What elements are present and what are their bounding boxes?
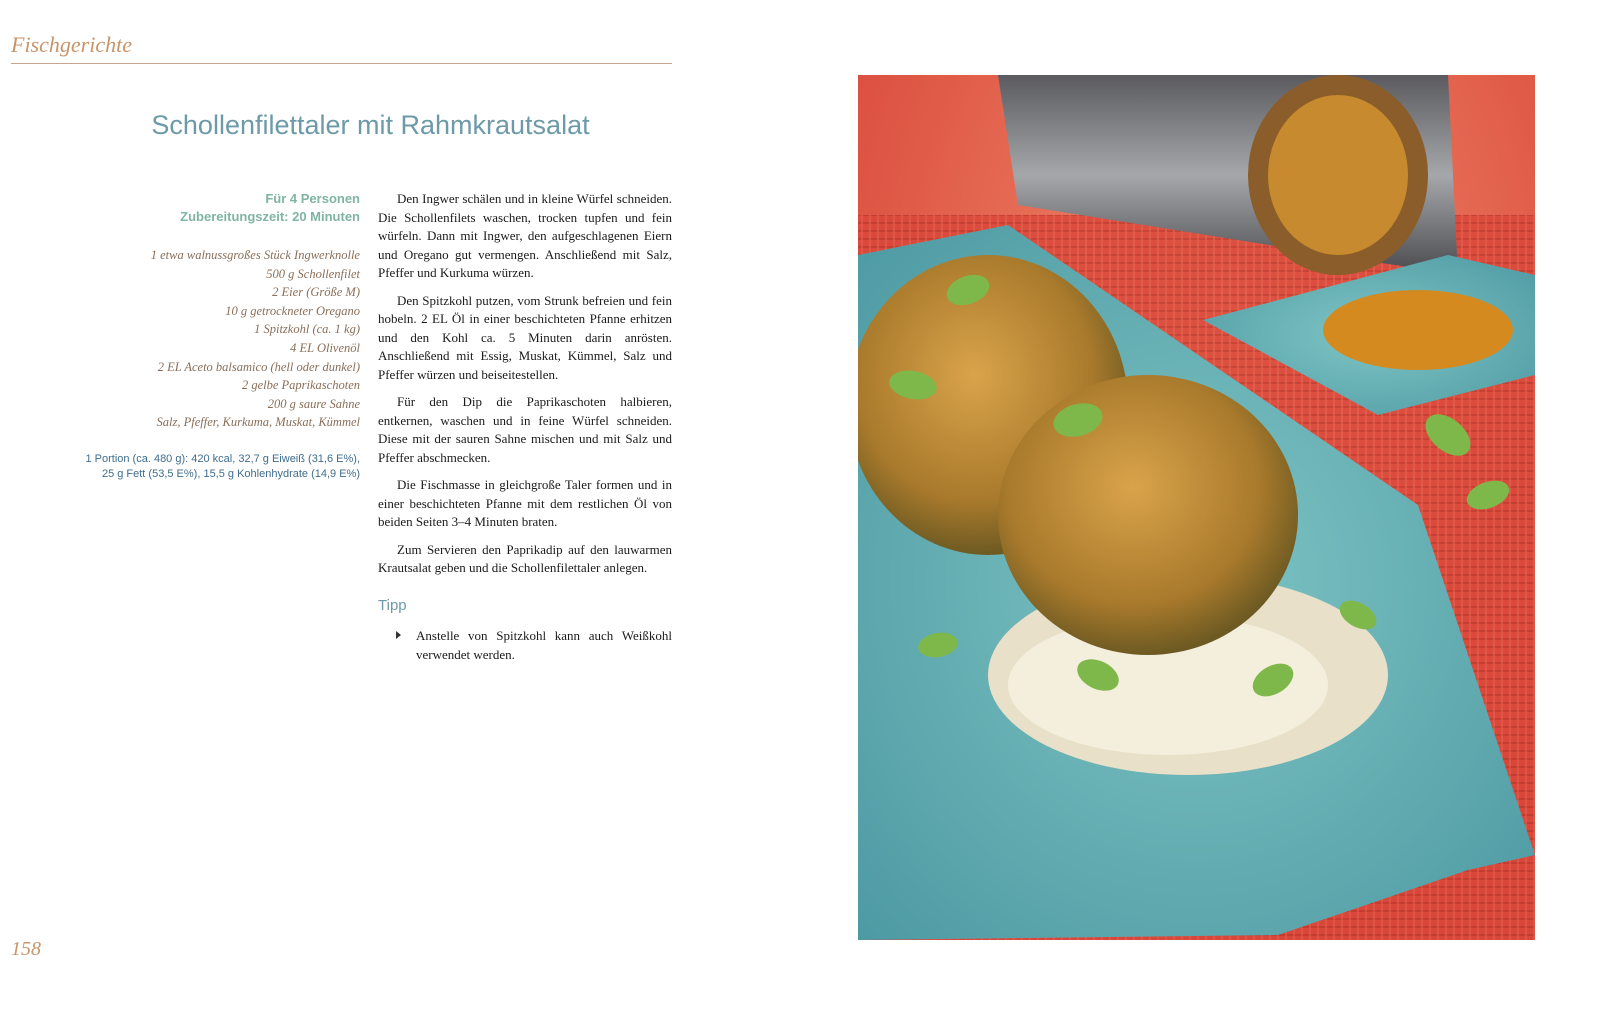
page-number: 158 <box>11 938 41 960</box>
ingredient-item: 500 g Schollenfilet <box>266 266 360 281</box>
tip-text: Anstelle von Spitzkohl kann auch Weißkohl verwendet werden. <box>416 628 672 662</box>
nutrition-line: 1 Portion (ca. 480 g): 420 kcal, 32,7 g Eiweiß (31,6 E%), <box>85 453 360 465</box>
prep-time: Zubereitungszeit: 20 Minuten <box>180 209 360 224</box>
servings: Für 4 Personen <box>265 191 360 206</box>
recipe-steps <box>378 190 672 587</box>
ingredient-item: 2 gelbe Paprikaschoten <box>241 378 360 393</box>
tip-item <box>396 627 672 664</box>
step-paragraph: Zum Servieren den Paprikadip auf den lauwarmen Krautsalat geben und die Schollenfilettaler anlegen. <box>378 541 672 575</box>
ingredient-item: 1 etwa walnussgroßes Stück Ingwerknolle <box>150 248 360 262</box>
section-header: Fischgerichte <box>11 32 132 57</box>
arrow-bullet-icon <box>396 631 401 639</box>
recipe-meta <box>90 190 360 226</box>
ingredient-item: 4 EL Olivenöl <box>290 340 360 355</box>
ingredient-item: Salz, Pfeffer, Kurkuma, Muskat, Kümmel <box>156 415 360 430</box>
ingredient-item: 200 g saure Sahne <box>267 396 360 411</box>
step-paragraph: Den Ingwer schälen und in kleine Würfel schneiden. Die Schollenfilets waschen, trocken tupfen und fein würfeln. Dann mit Ingwer, den aufgeschlagenen Eiern und Oregano gut vermengen. Anschließend mit Salz, Pfeffer und Kurkuma würzen. <box>378 191 672 280</box>
ingredient-list <box>90 246 360 432</box>
nutrition-info <box>60 452 360 482</box>
ingredient-item: 10 g getrockneter Oregano <box>225 303 360 318</box>
step-paragraph: Für den Dip die Paprikaschoten halbieren, entkernen, waschen und in feine Würfel schneiden. Diese mit der sauren Sahne mischen und mit Salz und Pfeffer abschmecken. <box>378 394 672 465</box>
food-photo <box>858 75 1535 940</box>
step-paragraph: Die Fischmasse in gleichgroße Taler formen und in einer beschichteten Pfanne mit dem restlichen Öl von beiden Seiten 3–4 Minuten braten. <box>378 477 672 529</box>
ingredient-item: 2 EL Aceto balsamico (hell oder dunkel) <box>157 359 360 374</box>
nutrition-line: 25 g Fett (53,5 E%), 15,5 g Kohlenhydrate (14,9 E%) <box>101 468 360 480</box>
tip-heading: Tipp <box>378 597 407 614</box>
header-rule <box>11 63 672 64</box>
ingredient-item: 1 Spitzkohl (ca. 1 kg) <box>254 322 360 337</box>
ingredient-item: 2 Eier (Größe M) <box>272 285 360 300</box>
step-paragraph: Den Spitzkohl putzen, vom Strunk befreien und fein hobeln. 2 EL Öl in einer beschichteten Pfanne erhitzen und den Kohl ca. 5 Minuten darin anrösten. Anschließend mit Essig, Muskat, Kümmel, Salz und Pfeffer würzen und beiseitestellen. <box>378 292 672 382</box>
recipe-title: Schollenfilettaler mit Rahmkrautsalat <box>151 110 590 140</box>
